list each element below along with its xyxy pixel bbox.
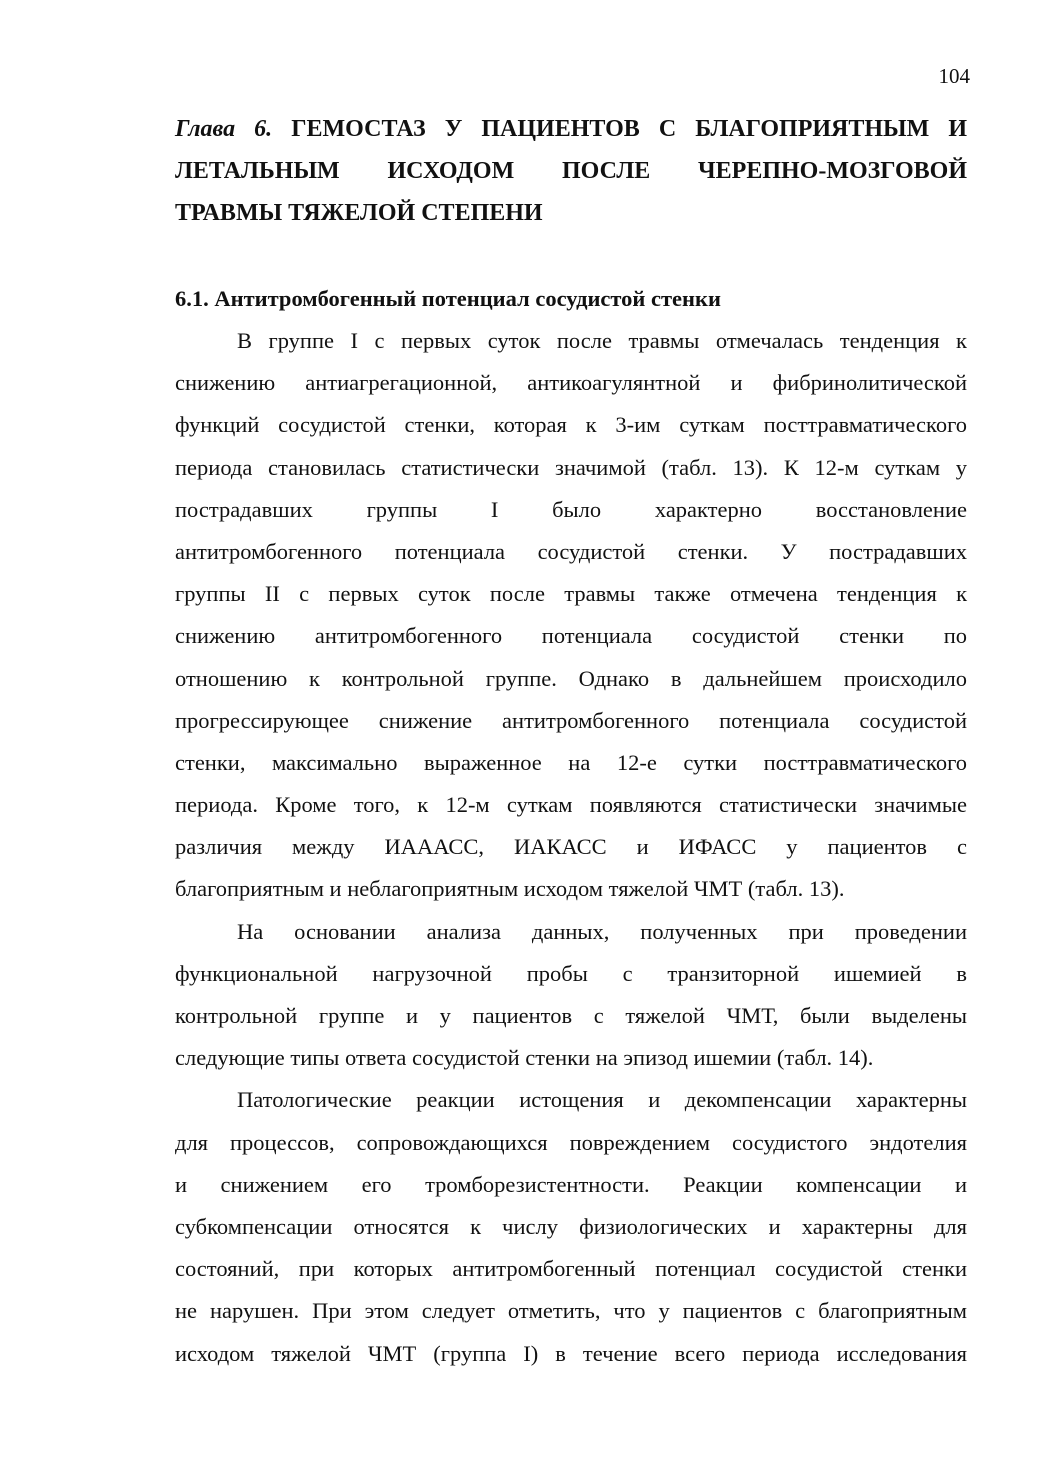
text-line: периода. Кроме того, к 12-м суткам появляются статистически значимые [175, 792, 967, 818]
paragraph [175, 320, 967, 911]
chapter-heading-line: ТРАВМЫ ТЯЖЕЛОЙ СТЕПЕНИ [175, 200, 543, 226]
paragraph [175, 1079, 967, 1374]
chapter-heading-line: ЛЕТАЛЬНЫМ ИСХОДОМ ПОСЛЕ ЧЕРЕПНО-МОЗГОВОЙ [175, 158, 967, 184]
text-line: исходом тяжелой ЧМТ (группа I) в течение всего периода исследования [175, 1340, 967, 1366]
text-line: следующие типы ответа сосудистой стенки на эпизод ишемии (табл. 14). [175, 1045, 874, 1071]
text-line: и снижением его тромборезистентности. Реакции компенсации и [175, 1171, 967, 1197]
body-text [175, 320, 967, 1375]
text-line: функциональной нагрузочной пробы с транзиторной ишемией в [175, 960, 967, 986]
text-line: группы II с первых суток после травмы также отмечена тенденция к [175, 581, 967, 607]
chapter-title-part: ГЕМОСТАЗ У ПАЦИЕНТОВ С БЛАГОПРИЯТНЫМ И [291, 116, 967, 142]
text-line: периода становилась статистически значимой (табл. 13). К 12-м суткам у [175, 454, 967, 480]
text-line: субкомпенсации относятся к числу физиологических и характерны для [175, 1213, 967, 1239]
text-line: контрольной группе и у пациентов с тяжелой ЧМТ, были выделены [175, 1003, 967, 1028]
chapter-heading-line [175, 108, 967, 150]
text-line: снижению антитромбогенного потенциала сосудистой стенки по [175, 623, 967, 649]
text-line: для процессов, сопровождающихся повреждением сосудистого эндотелия [175, 1129, 967, 1155]
text-line: благоприятным и неблагоприятным исходом тяжелой ЧМТ (табл. 13). [175, 876, 845, 902]
text-line: На основании анализа данных, полученных при проведении [237, 918, 967, 944]
text-line: Патологические реакции истощения и декомпенсации характерны [237, 1087, 967, 1113]
text-line: В группе I с первых суток после травмы отмечалась тенденция к [237, 328, 967, 353]
text-line: функций сосудистой стенки, которая к 3-им суткам посттравматического [175, 412, 967, 438]
text-line: состояний, при которых антитромбогенный потенциал сосудистой стенки [175, 1256, 967, 1282]
chapter-heading [175, 108, 967, 234]
text-line: не нарушен. При этом следует отметить, что у пациентов с благоприятным [175, 1298, 967, 1324]
page-number: 104 [938, 64, 970, 88]
text-line: антитромбогенного потенциала сосудистой стенки. У пострадавших [175, 538, 967, 564]
section-heading: 6.1. Антитромбогенный потенциал сосудистой стенки [175, 286, 721, 311]
chapter-prefix: Глава 6. [175, 116, 273, 142]
text-line: прогрессирующее снижение антитромбогенного потенциала сосудистой [175, 707, 967, 733]
text-line: пострадавших группы I было характерно восстановление [175, 496, 967, 522]
text-line: снижению антиагрегационной, антикоагулянтной и фибринолитической [175, 370, 967, 396]
paragraph [175, 911, 967, 1080]
text-line: отношению к контрольной группе. Однако в дальнейшем происходило [175, 665, 967, 691]
text-line: различия между ИАААСС, ИАКАСС и ИФАСС у пациентов с [175, 834, 967, 860]
text-line: стенки, максимально выраженное на 12-е сутки посттравматического [175, 749, 967, 775]
